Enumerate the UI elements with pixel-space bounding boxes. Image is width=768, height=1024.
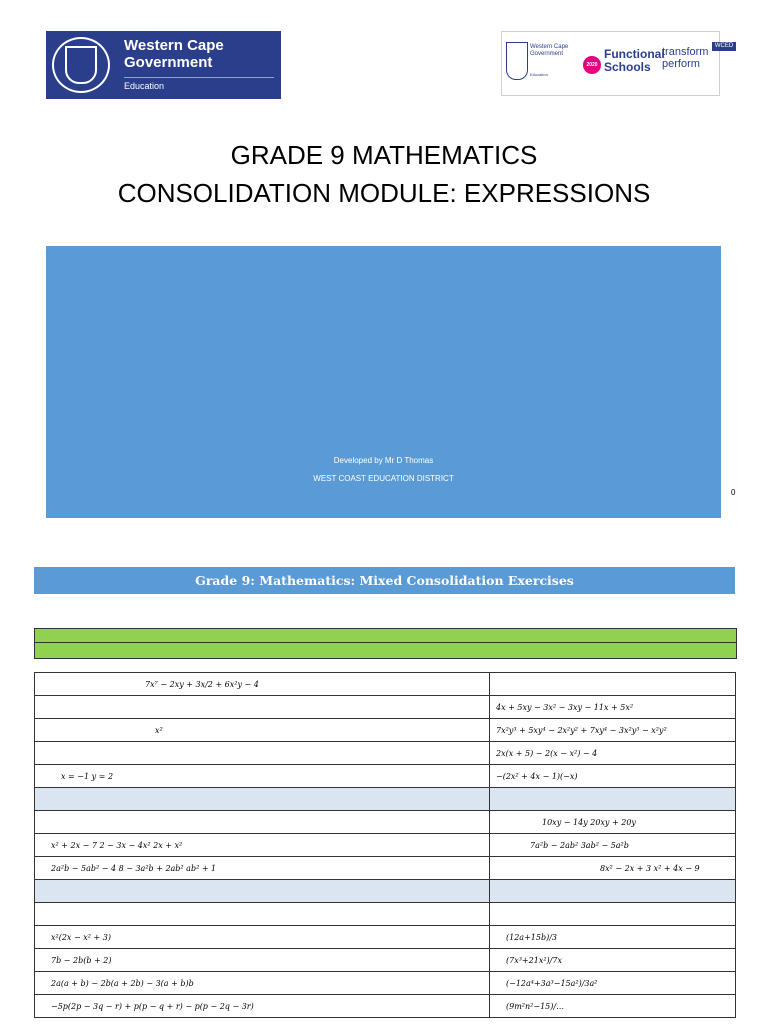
exercise-left-cell [35, 788, 490, 811]
exercise-right-cell: (9m²n²−15)/… [490, 995, 736, 1018]
exercise-left-cell: −5p(2p − 3q − r) + p(p − q + r) − p(p − 2q − 3r) [35, 995, 490, 1018]
district-text: WEST COAST EDUCATION DISTRICT [313, 474, 454, 483]
exercise-right-cell: 7a²b − 2ab² 3ab² − 5a²b [490, 834, 736, 857]
exercise-left-cell [35, 811, 490, 834]
developed-by-text: Developed by Mr D Thomas [333, 456, 434, 465]
cover-block [46, 246, 721, 518]
table-row [35, 811, 736, 834]
green-header-bar [34, 628, 737, 643]
functional-schools-logo-strip [501, 31, 734, 96]
table-row [35, 903, 736, 926]
document-title-line1: GRADE 9 MATHEMATICS [230, 140, 538, 170]
exercise-left-cell: x = −1 y = 2 [35, 765, 490, 788]
exercise-left-cell: x²(2x − x² + 3) [35, 926, 490, 949]
exercise-left-cell: 7x⁷ − 2xy + 3x/2 + 6x²y − 4 [35, 673, 490, 696]
exercise-left-cell: 7b − 2b(b + 2) [35, 949, 490, 972]
table-row [35, 673, 736, 696]
table-row [35, 995, 736, 1018]
table-row [35, 788, 736, 811]
exercise-left-cell: 2a(a + b) − 2b(a + 2b) − 3(a + b)b [35, 972, 490, 995]
year-badge: 2020 [583, 56, 601, 74]
exercise-left-cell [35, 903, 490, 926]
green-header-bar [34, 643, 737, 659]
exercise-left-cell [35, 696, 490, 719]
logo-org-name: Western Cape Government [124, 37, 224, 71]
table-row [35, 857, 736, 880]
logo-org-name-small: Western Cape Government [530, 44, 569, 57]
coat-of-arms-icon [52, 37, 110, 93]
coat-of-arms-icon [506, 42, 528, 80]
page-number: 0 [731, 488, 736, 497]
table-row [35, 696, 736, 719]
exercise-right-cell: 8x² − 2x + 3 x² + 4x − 9 [490, 857, 736, 880]
table-row [35, 765, 736, 788]
exercise-right-cell: −(2x² + 4x − 1)(−x) [490, 765, 736, 788]
table-row [35, 972, 736, 995]
logo-divider [124, 77, 274, 78]
logo-dept-name-small: Education [530, 72, 548, 77]
table-row [35, 719, 736, 742]
functional-schools-text: Functional Schools [604, 47, 665, 74]
transform-perform-logo [662, 46, 717, 90]
exercise-table [34, 672, 736, 1018]
table-row [35, 926, 736, 949]
wced-tag: WCED [712, 42, 736, 51]
table-row [35, 880, 736, 903]
exercise-left-cell [35, 880, 490, 903]
table-row [35, 949, 736, 972]
exercise-right-cell [490, 880, 736, 903]
section-title: Grade 9: Mathematics: Mixed Consolidation Exercises [34, 567, 735, 594]
exercise-right-cell: (−12a⁴+3a³−15a²)/3a² [490, 972, 736, 995]
table-row [35, 834, 736, 857]
document-title-line2: CONSOLIDATION MODULE: EXPRESSIONS [117, 178, 651, 208]
exercise-right-cell: 4x + 5xy − 3x² − 3xy − 11x + 5x² [490, 696, 736, 719]
exercise-right-cell: 10xy − 14y 20xy + 20y [490, 811, 736, 834]
logo-dept-name: Education [124, 81, 165, 91]
exercise-left-cell: x² [35, 719, 490, 742]
table-row [35, 742, 736, 765]
exercise-right-cell: 2x(x + 5) − 2(x − x²) − 4 [490, 742, 736, 765]
western-cape-government-logo [46, 31, 281, 99]
exercise-left-cell: x² + 2x − 7 2 − 3x − 4x² 2x + x² [35, 834, 490, 857]
exercise-left-cell [35, 742, 490, 765]
exercise-right-cell [490, 673, 736, 696]
exercise-right-cell: (12a+15b)/3 [490, 926, 736, 949]
exercise-right-cell: (7x³+21x²)/7x [490, 949, 736, 972]
exercise-right-cell: 7x²y³ + 5xy⁴ − 2x²y² + 7xy⁴ − 3x²y³ − x²y² [490, 719, 736, 742]
exercise-left-cell: 2a²b − 5ab² − 4 8 − 3a²b + 2ab² ab² + 1 [35, 857, 490, 880]
exercise-right-cell [490, 903, 736, 926]
transform-perform-text: transform perform [662, 46, 709, 70]
exercise-right-cell [490, 788, 736, 811]
